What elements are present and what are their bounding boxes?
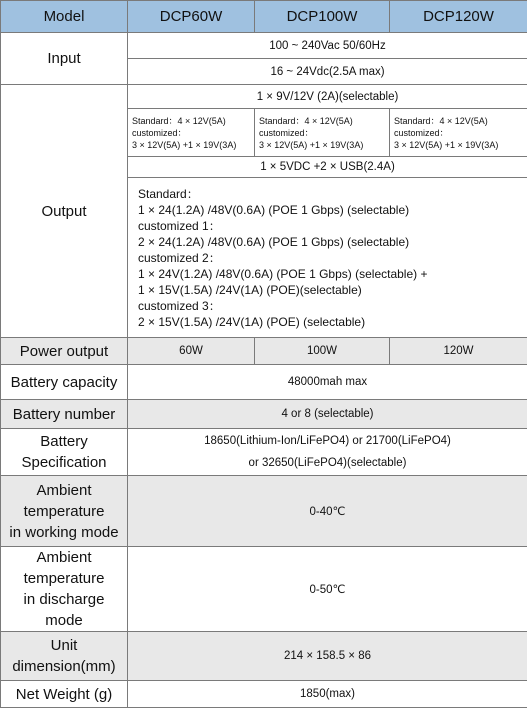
battery-spec-value (128, 429, 527, 476)
ambient-working-label-line: temperature (3, 501, 125, 522)
ambient-working-label-line: Ambient (3, 480, 125, 501)
output-dcp60w-custom-value: 3 × 12V(5A) +1 × 19V(3A) (132, 139, 252, 151)
ambient-working-row (1, 476, 527, 547)
output-dcp60w-standard: Standard：4 × 12V(5A) (132, 115, 252, 127)
ambient-discharge-value: 0-50℃ (128, 547, 527, 632)
poe-line: Standard： (138, 186, 517, 202)
poe-line: customized 1： (138, 218, 517, 234)
output-dcp120w-custom-value: 3 × 12V(5A) +1 × 19V(3A) (394, 139, 525, 151)
model-dcp120w: DCP120W (390, 1, 527, 33)
output-label: Output (1, 85, 128, 338)
power-output-dcp100w: 100W (255, 338, 390, 365)
power-output-label: Power output (1, 338, 128, 365)
unit-dimension-row (1, 632, 527, 681)
battery-spec-row (1, 429, 527, 476)
ambient-discharge-label (1, 547, 128, 632)
battery-spec-label-line: Specification (3, 452, 125, 473)
output-dcp60w-cell (128, 109, 255, 157)
unit-dimension-label-line: Unit (3, 635, 125, 656)
header-row (1, 1, 527, 33)
battery-capacity-row (1, 365, 527, 400)
battery-number-value: 4 or 8 (selectable) (128, 400, 527, 429)
input-ac-row (1, 33, 527, 59)
input-ac-value: 100 ~ 240Vac 50/60Hz (128, 33, 527, 59)
unit-dimension-value: 214 × 158.5 × 86 (128, 632, 527, 681)
output-dcp100w-custom-value: 3 × 12V(5A) +1 × 19V(3A) (259, 139, 387, 151)
poe-line: 2 × 24(1.2A) /48V(0.6A) (POE 1 Gbps) (selectable) (138, 234, 517, 250)
net-weight-row (1, 681, 527, 708)
ambient-discharge-row (1, 547, 527, 632)
ambient-working-value: 0-40℃ (128, 476, 527, 547)
output-dc-selectable: 1 × 9V/12V (2A)(selectable) (128, 85, 527, 109)
battery-spec-value-line: 18650(Lithium-Ion/LiFePO4) or 21700(LiFePO4) (130, 430, 525, 452)
output-dcp120w-standard: Standard：4 × 12V(5A) (394, 115, 525, 127)
output-usb-value: 1 × 5VDC +2 × USB(2.4A) (128, 157, 527, 178)
model-label: Model (1, 1, 128, 33)
output-dcp100w-cell (255, 109, 390, 157)
battery-spec-label (1, 429, 128, 476)
output-dcp120w-cell (390, 109, 527, 157)
battery-capacity-label: Battery capacity (1, 365, 128, 400)
battery-spec-label-line: Battery (3, 431, 125, 452)
output-poe-list (128, 178, 527, 338)
poe-line: 1 × 24(1.2A) /48V(0.6A) (POE 1 Gbps) (selectable) (138, 202, 517, 218)
poe-line: 2 × 15V(1.5A) /24V(1A) (POE) (selectable) (138, 314, 517, 330)
unit-dimension-label (1, 632, 128, 681)
ambient-working-label-line: in working mode (3, 522, 125, 543)
poe-line: customized 3： (138, 298, 517, 314)
output-dcp100w-customized: customized： (259, 127, 387, 139)
poe-line: 1 × 24V(1.2A) /48V(0.6A) (POE 1 Gbps) (selectable) + (138, 266, 517, 282)
battery-number-label: Battery number (1, 400, 128, 429)
ambient-discharge-label-line: in discharge mode (3, 589, 125, 631)
input-dc-value: 16 ~ 24Vdc(2.5A max) (128, 59, 527, 85)
net-weight-value: 1850(max) (128, 681, 527, 708)
output-dcp60w-customized: customized： (132, 127, 252, 139)
ambient-working-label (1, 476, 128, 547)
ambient-discharge-label-line: temperature (3, 568, 125, 589)
unit-dimension-label-line: dimension(mm) (3, 656, 125, 677)
model-dcp60w: DCP60W (128, 1, 255, 33)
output-dcp120w-customized: customized： (394, 127, 525, 139)
input-label: Input (1, 33, 128, 85)
output-dcp100w-standard: Standard：4 × 12V(5A) (259, 115, 387, 127)
power-output-dcp60w: 60W (128, 338, 255, 365)
poe-line: 1 × 15V(1.5A) /24V(1A) (POE)(selectable) (138, 282, 517, 298)
output-dc-row (1, 85, 527, 109)
battery-capacity-value: 48000mah max (128, 365, 527, 400)
model-dcp100w: DCP100W (255, 1, 390, 33)
power-output-dcp120w: 120W (390, 338, 527, 365)
battery-number-row (1, 400, 527, 429)
net-weight-label: Net Weight (g) (1, 681, 128, 708)
poe-line: customized 2： (138, 250, 517, 266)
battery-spec-value-line: or 32650(LiFePO4)(selectable) (130, 452, 525, 474)
power-output-row (1, 338, 527, 365)
ambient-discharge-label-line: Ambient (3, 547, 125, 568)
